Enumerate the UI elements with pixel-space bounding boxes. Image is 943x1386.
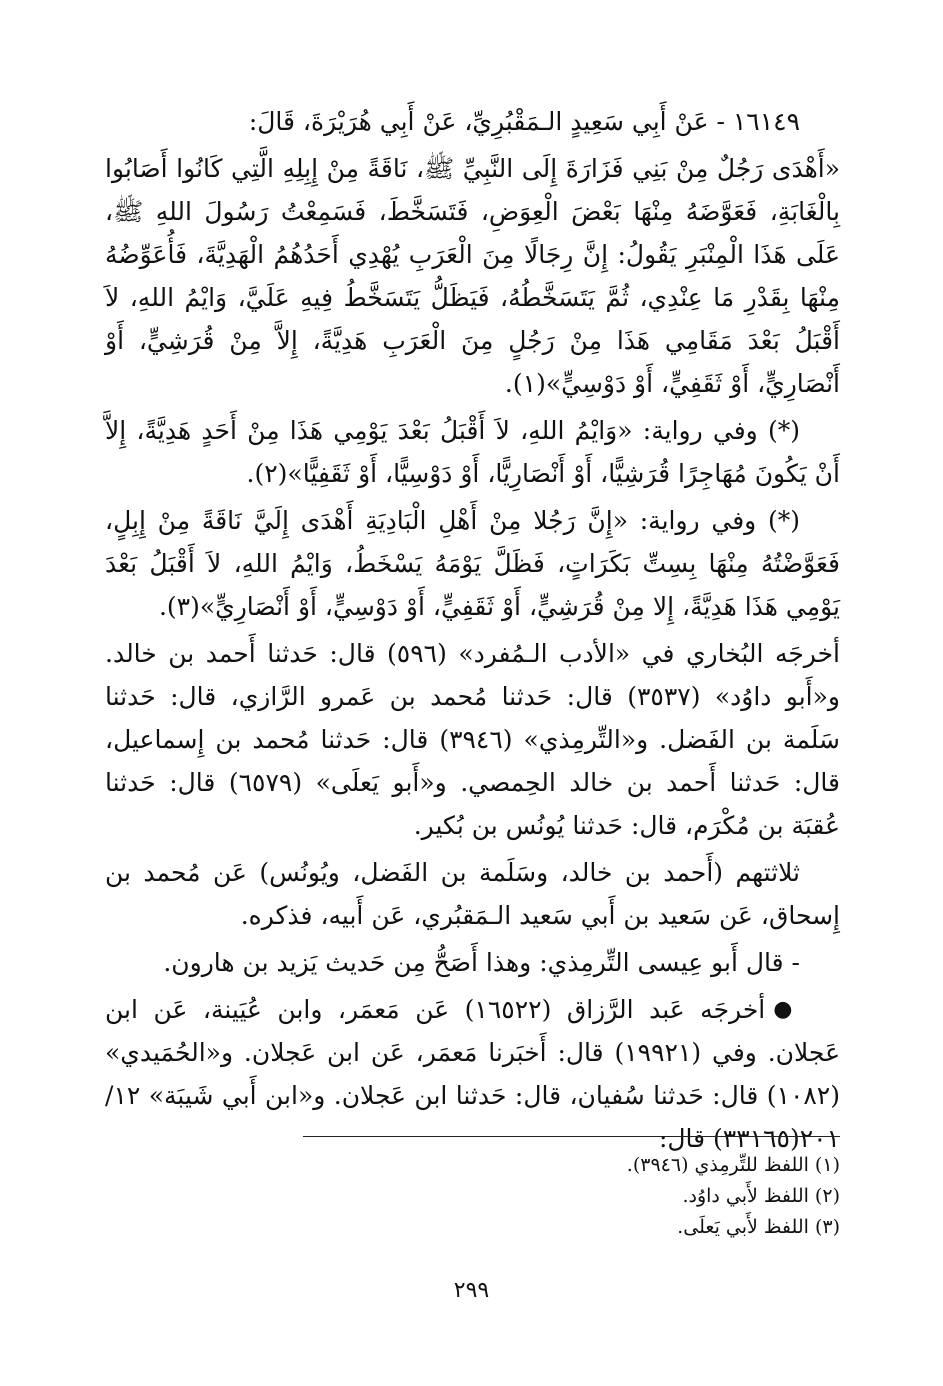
page-body [105,100,840,1164]
hadith-main-text: «أَهْدَى رَجُلٌ مِنْ بَنِي فَزَارَةَ إِلَى النَّبِيِّ ﷺ، نَاقَةً مِنْ إِبِلِهِ الَّتِي كَانُوا أَصَابُوا بِالْغَابَةِ، فَعَوَّضَهُ مِنْهَا بَعْضَ الْعِوَضِ، فَتَسَخَّطَ، فَسَمِعْتُ رَسُولَ اللهِ ﷺ، عَلَى هَذَا الْمِنْبَرِ يَقُولُ: إِنَّ رِجَالًا مِنَ الْعَرَبِ يُهْدِي أَحَدُهُمُ الْهَدِيَّةَ، فَأُعَوِّضُهُ مِنْهَا بِقَدْرِ مَا عِنْدِي، ثُمَّ يَتَسَخَّطُهُ، فَيَظَلُّ يَتَسَخَّطُ فِيهِ عَلَيَّ، وَايْمُ اللهِ، لاَ أَقْبَلُ بَعْدَ مَقَامِي هَذَا مِنْ رَجُلٍ مِنَ الْعَرَبِ هَدِيَّةً، إِلاَّ مِنْ قُرَشِيٍّ، أَوْ أَنْصَارِيٍّ، أَوْ ثَقَفِيٍّ، أَوْ دَوْسِيٍّ»(١). [105,154,840,398]
footnote-1: (١) اللفظ للتِّرمِذي (٣٩٤٦). [626,1154,840,1176]
takhrij-three-text: أخرجَه عَبد الرَّزاق (١٦٥٢٢) عَن مَعمَر، وابن عُيَينة، عَن ابن عَجلان. وفي (١٩٩٢١) قال: أَخبَرنا مَعمَر، عَن ابن عَجلان. و«الحُمَيدي» (١٠٨٢) قال: حَدثنا سُفيان، قال: حَدثنا ابن عَجلان. و«ابن أَبي شَيبَة» ١٢/ ٢٠١(٣٣١٦٥) قال: [105,995,840,1153]
riwaya-two: (*) وفي رواية: «إِنَّ رَجُلا مِنْ أَهْلِ الْبَادِيَةِ أَهْدَى إِلَيَّ نَاقَةً مِنْ إِبِلٍ، فَعَوَّضْتُهُ مِنْهَا بِسِتِّ بَكَرَاتٍ، فَظَلَّ يَوْمَهُ يَسْخَطُ، وَايْمُ اللهِ، لاَ أَقْبَلُ بَعْدَ يَوْمِي هَذَا هَدِيَّةً، إِلا مِنْ قُرَشِيٍّ، أَوْ ثَقَفِيٍّ، أَوْ دَوْسِيٍّ، أَوْ أَنْصَارِيٍّ»(٣). [105,506,840,621]
footnote-3: (٣) اللفظ لأَبي يَعلَى. [677,1216,840,1238]
takhrij-paragraph-two: ثلاثتهم (أَحمد بن خالد، وسَلَمة بن الفَضل، ويُونُس) عَن مُحمد بن إِسحاق، عَن سَعيد بن أَبي سَعيد الـمَقبُري، عَن أَبيه، فذكره. [105,858,840,930]
tirmidhi-note: - قال أَبو عِيسى التِّرمِذي: وهذا أَصَحُّ مِن حَديث يَزيد بن هارون. [163,948,800,977]
takhrij-paragraph-one: أخرجَه البُخاري في «الأدب الـمُفرد» (٥٩٦) قال: حَدثنا أَحمد بن خالد. و«أَبو داوُد» (٣٥٣٧) قال: حَدثنا مُحمد بن عَمرو الرَّازي، قال: حَدثنا سَلَمة بن الفَضل. و«التِّرمِذي» (٣٩٤٦) قال: حَدثنا مُحمد بن إِسماعيل، قال: حَدثنا أَحمد بن خالد الحِمصي. و«أَبو يَعلَى» (٦٥٧٩) قال: حَدثنا عُقبَة بن مُكْرَم، قال: حَدثنا يُونُس بن بُكير. [105,639,841,840]
riwaya-one: (*) وفي رواية: «وَايْمُ اللهِ، لاَ أَقْبَلُ بَعْدَ يَوْمِي هَذَا مِنْ أَحَدٍ هَدِيَّةً، إِلاَّ أَنْ يَكُونَ مُهَاجِرًا قُرَشِيًّا، أَوْ أَنْصَارِيًّا، أَوْ دَوْسِيًّا، أَوْ ثَقَفِيًّا»(٢). [105,416,840,488]
footnote-2: (٢) اللفظ لأَبي داوُد. [682,1185,840,1207]
page-number: ٢٩٩ [453,1278,490,1303]
footnote-separator [303,1136,840,1137]
bullet-icon: ● [773,997,801,1022]
footnotes [105,1150,840,1243]
takhrij-paragraph-three [105,988,840,1160]
hadith-header: ١٦١٤٩ - عَنْ أَبِي سَعِيدٍ الـمَقْبُرِيِّ، عَنْ أَبِي هُرَيْرَةَ، قَالَ: [248,107,800,136]
